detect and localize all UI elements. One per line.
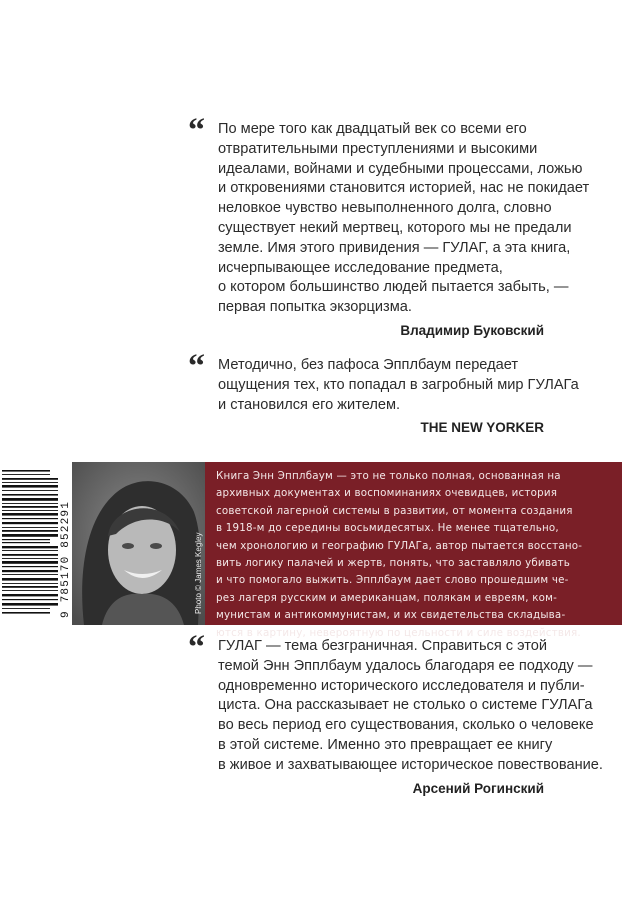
quote-author: THE NEW YORKER (420, 420, 544, 436)
blurb-line: в 1918-м до середины восьмидесятых. Не менее тщательно, (216, 522, 559, 535)
quote-line: одновременно исторического исследователя и публи- (218, 677, 585, 694)
blurb-line: рез лагеря русским и американцам, полякам и евреям, ком- (216, 591, 557, 604)
quote-mark-icon: “ (188, 629, 205, 666)
book-blurb (205, 462, 622, 639)
quote-block-2 (188, 348, 579, 436)
quote-text (218, 120, 590, 318)
quote-line: в этой системе. Именно это превращает ее книгу (218, 736, 553, 753)
quote-line: исчерпывающее исследование предмета, (218, 259, 503, 276)
quote-line: неловкое чувство невыполненного долга, словно (218, 200, 552, 217)
blurb-line: вить логику палачей и жертв, понять, что заставляло убивать (216, 557, 571, 570)
quote-line: первая попытка экзорцизма. (218, 299, 412, 316)
quote-block-1 (188, 112, 590, 338)
quote-line: По мере того как двадцатый век со всеми его (218, 121, 527, 137)
quote-line: во весь период его существования, сколько о человеке (218, 717, 594, 734)
quote-author: Арсений Рогинский (412, 780, 544, 796)
quote-line: Методично, без пафоса Эпплбаум передает (218, 357, 519, 373)
quote-text (218, 637, 603, 776)
author-portrait-icon (72, 462, 205, 625)
quote-line: земле. Имя этого привидения — ГУЛАГ, а эта книга, (218, 239, 571, 256)
quote-line: ГУЛАГ — тема безграничная. Справиться с этой (218, 638, 548, 654)
quote-author: Владимир Буковский (400, 322, 544, 338)
isbn-digits: 9 785170 852291 (60, 500, 72, 618)
author-band (0, 462, 622, 639)
quote-line: в живое и захватывающее историческое повествование. (218, 756, 603, 773)
photo-credit: Photo © James Kegley (194, 532, 203, 614)
blurb-line: Книга Энн Эпплбаум — это не только полная, основанная на (216, 470, 561, 482)
blurb-line: мунистам и антикоммунистам, и их свидетельства складыва- (216, 609, 566, 622)
blurb-line: чем хронологию и географию ГУЛАГа, автор пытается восстано- (216, 539, 583, 552)
quote-mark-icon: “ (188, 112, 205, 149)
quote-line: и становился его жителем. (218, 396, 401, 413)
quote-mark-icon: “ (188, 348, 205, 385)
quote-line: темой Энн Эпплбаум удалось благодаря ее подходу — (218, 657, 593, 674)
quote-line: идеалами, войнами и судебными процессами, ложью (218, 160, 583, 177)
blurb-line: и что помогало выжить. Эпплбаум дает слово прошедшим че- (216, 574, 569, 587)
quote-line: циста. Она рассказывает не столько о системе ГУЛАГа (218, 697, 593, 714)
quote-text (218, 356, 579, 415)
blurb-line: архивных документах и воспоминаниях очевидцев, история (216, 487, 558, 500)
quote-line: и откровениями становится историей, нас не покидает (218, 180, 590, 197)
blurb-line: ются в картину, невероятную по цельности и силе воздействия. (216, 626, 581, 639)
blurb-line: советской лагерной системы в развитии, от момента создания (216, 504, 573, 517)
quote-line: отвратительными преступлениями и высокими (218, 140, 538, 157)
quote-line: ощущения тех, кто попадал в загробный мир ГУЛАГа (218, 376, 579, 393)
author-photo (72, 462, 205, 625)
quote-line: о котором большинство людей пытается забыть, — (218, 279, 569, 296)
quote-line: существует некий мертвец, которого мы не предали (218, 219, 572, 236)
